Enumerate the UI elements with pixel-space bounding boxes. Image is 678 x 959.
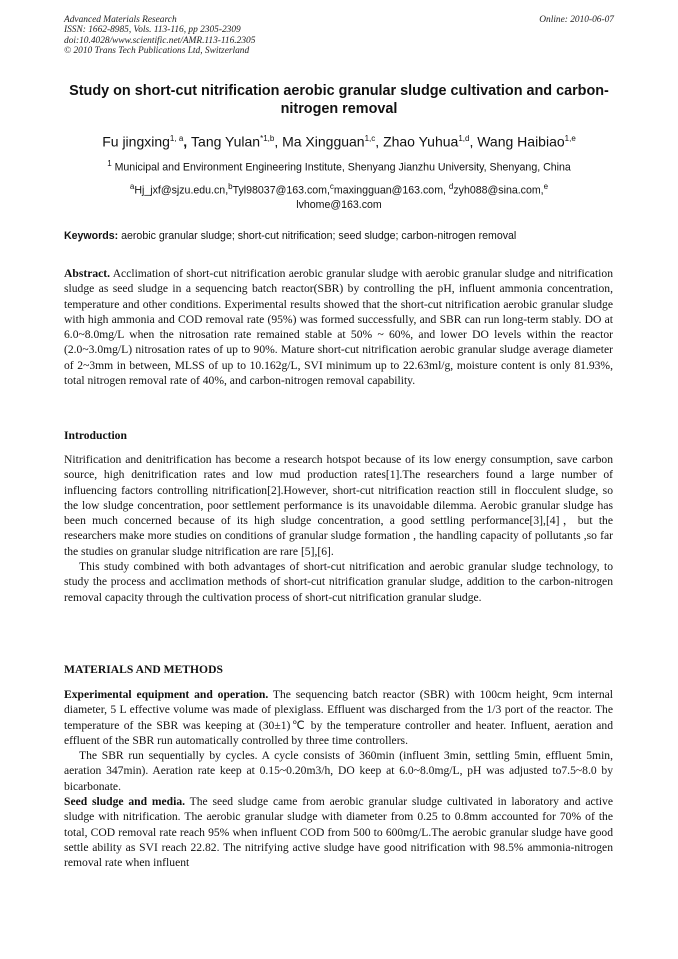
email-link[interactable]: Tyl98037@163.com,: [232, 184, 330, 197]
author-name: Ma Xingguan: [282, 133, 365, 150]
email-sup: c: [329, 182, 334, 191]
run-paragraph: The SBR run sequentially by cycles. A cycle consists of 360min (influent 3min, settling 5min, effluent 5min, aeration 347min). Aeration rate keep at 0.15~0.20m3/h, DO keep at 6.0~8.0mg/L, pH was adjusted to7.5~8.0 by bicarbonate.: [64, 749, 613, 793]
author-name: Zhao Yuhua: [383, 133, 459, 150]
equipment-subheading: Experimental equipment and operation.: [64, 688, 269, 701]
keywords-label: Keywords:: [64, 230, 119, 242]
online-date: Online: 2010-06-07: [539, 15, 614, 25]
affiliation-sup: 1: [107, 159, 112, 168]
doi-line: doi:10.4028/www.scientific.net/AMR.113-116.2305: [64, 35, 256, 46]
abstract: [64, 266, 613, 388]
author-name: Wang Haibiao: [477, 133, 565, 150]
author-sup: 1,c: [364, 134, 376, 143]
email-link[interactable]: maxingguan@163.com,: [333, 184, 446, 197]
author-name: Tang Yulan: [191, 133, 261, 150]
journal-header: [64, 15, 255, 57]
equipment-text: The sequencing batch reactor (SBR) with 100cm height, 9cm internal diameter, 5 L effective volume was made of plexiglass. Effluent was discharged from the 1/3 port of the reactor. The temperature of the SBR was keeping at (30±1)℃ by the temperature controller and heater. Influent, aeration and effluent of the SBR run automatically controlled by three time controllers.: [64, 688, 613, 747]
author-name: Fu jingxing: [102, 133, 170, 150]
affiliation: [40, 157, 638, 175]
introduction-heading: Introduction: [64, 429, 127, 442]
email-sup: d: [448, 182, 454, 191]
introduction-body: [64, 452, 613, 605]
introduction-paragraph: Nitrification and denitrification has become a research hotspot because of its low energy consumption, save carbon source, high denitrification rates and low mud production rates[1].The researchers found a large number of influencing factors controlling nitrification[2].However, short-cut nitrification reaction still in flocculent sludge, so the low sludge concentration, poor settlement performance is its unavoidable dilemma. Aerobic granular sludge has been much concerned because of its high sludge concentration, a good settling performance[3],[4]，but the researchers make more studies on conditions of granular sludge formation , the handling capacity of pollutants ,so far the studies on granular sludge nitrification are rare [5],[6].: [64, 453, 613, 558]
author-sup: 1,e: [564, 134, 576, 143]
methods-body: [64, 687, 613, 871]
email-link[interactable]: zyh088@sina.com,: [453, 184, 544, 197]
journal-name: Advanced Materials Research: [64, 15, 177, 25]
seed-subheading: Seed sludge and media.: [64, 795, 186, 809]
author-sup: 1,d: [458, 134, 470, 143]
email-sup: b: [228, 182, 233, 191]
paper-title: Study on short-cut nitrification aerobic granular sludge cultivation and carbon-nitrogen removal: [69, 83, 609, 117]
email-list: [60, 180, 618, 212]
copyright-line: © 2010 Trans Tech Publications Ltd, Switzerland: [64, 46, 250, 57]
email-sup: a: [129, 182, 135, 191]
email-link[interactable]: Hj_jxf@sjzu.edu.cn,: [134, 184, 229, 197]
seed-text: The seed sludge came from aerobic granular sludge cultivated in laboratory and active sludge with nitrification. The aerobic granular sludge with diameter from 0.25 to 0.8mm accounted for 70% of the total, COD removal rate reach 95% when influent COD from 500 to 600mg/L.The aerobic granular sludge have good settle ability as SVI reach 22.82. The nitrifying active sludge have good nitrification with 98.5% ammonia-nitrogen removal rate when influent: [64, 795, 613, 870]
author-sup: 1, a: [169, 134, 184, 143]
email-link[interactable]: lvhome@163.com: [296, 198, 382, 211]
email-sup: e: [543, 182, 549, 191]
methods-heading: MATERIALS AND METHODS: [64, 663, 223, 676]
keywords: [64, 229, 516, 243]
abstract-text: Acclimation of short-cut nitrification aerobic granular sludge with aerobic granular sludge and nitrification sludge as seed sludge in a sequencing batch reactor(SBR) by controlling the pH, influent ammonia concentration, temperature and other conditions. Experimental results showed that the short-cut nitrification aerobic granular sludge with high ammonia and COD removal rate (95%) was formed successfully, and SBR can run long-term stably. DO at 6.0~8.0mg/L when the nitrosation rate remained stable at 50% ~ 60%, and lower DO levels within the reactor (2.0~3.0mg/L) nitrosation rates of up to 90%. Mature short-cut nitrification aerobic granular sludge average diameter of 2~3mm in between, MLSS of up to 10.162g/L, SVI minimum up to 22.63ml/g, moisture content is only 81.93%, total nitrogen removal rate of 40%, and carbon-nitrogen removal capability.: [64, 267, 613, 388]
abstract-label: Abstract.: [64, 267, 111, 280]
keywords-text: aerobic granular sludge; short-cut nitrification; seed sludge; carbon-nitrogen removal: [121, 230, 517, 242]
author-list: Fu jingxing$^{1, a}$, Tang Yulan$^{*1,b}$, Ma Xingguan$^{1,c}$, Zhao Yuhua$^{1,d}$, Wang Haibiao$^{1,e}$: [102, 133, 576, 150]
affiliation-text: Municipal and Environment Engineering Institute, Shenyang Jianzhu University, Shenyang, China: [114, 161, 571, 174]
author-sup: *1,b: [260, 134, 275, 143]
issn-line: ISSN: 1662-8985, Vols. 113-116, pp 2305-2309: [64, 25, 241, 36]
introduction-paragraph: This study combined with both advantages of short-cut nitrification and aerobic granular sludge technology, to study the process and acclimation methods of short-cut nitrification granular sludge, addition to the carbon-nitrogen removal capacity through the cultivation process of short-cut nitrification granular sludge.: [64, 560, 613, 604]
